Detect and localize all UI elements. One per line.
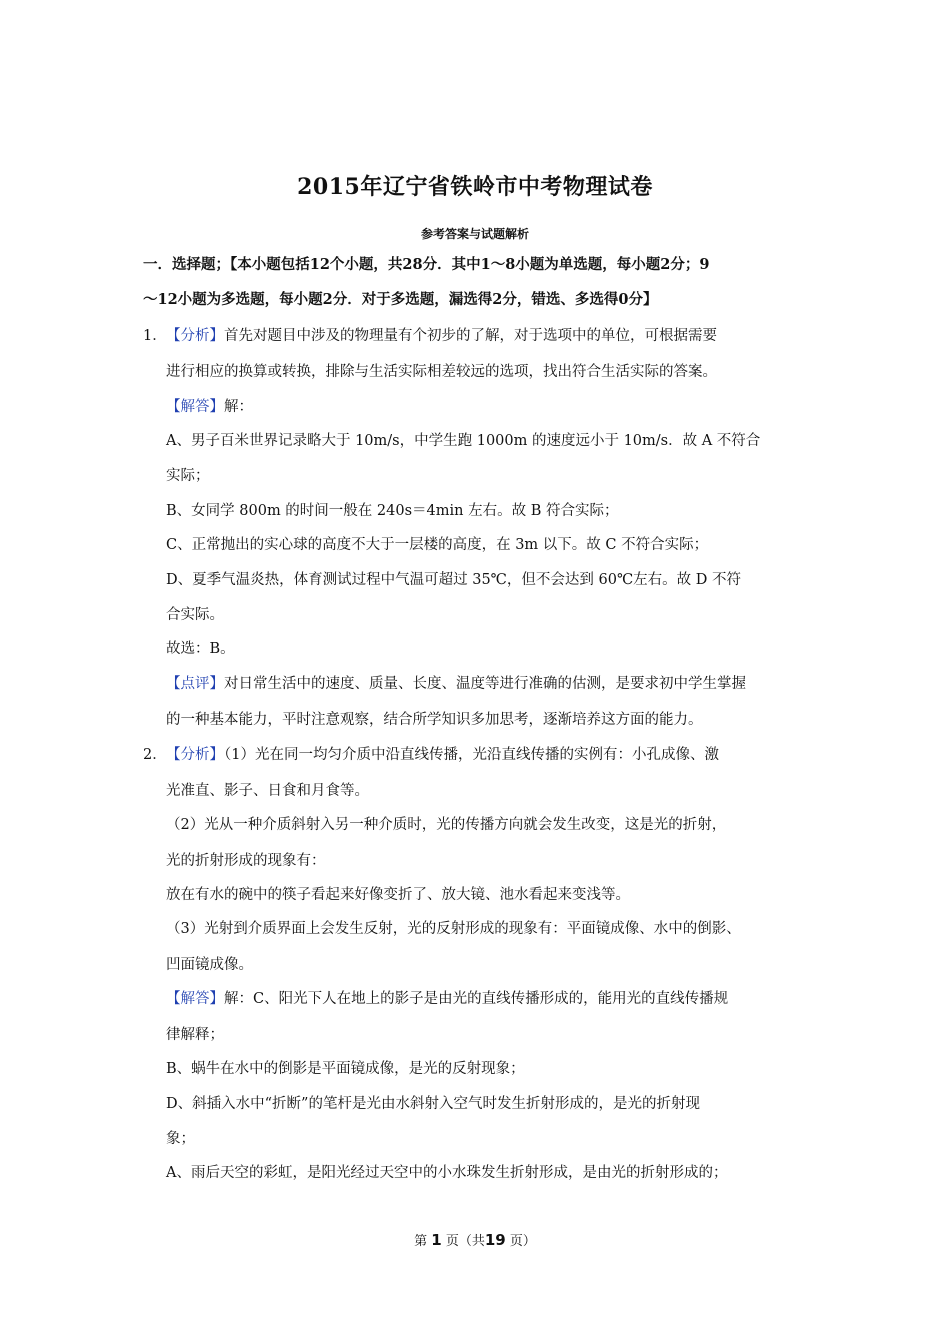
q2-answer-a: A、雨后天空的彩虹，是阳光经过天空中的小水珠发生折射形成，是由光的折射形成的；	[166, 1165, 728, 1181]
q1-option-a-1: A、男子百米世界记录略大于 10m/s，中学生跑 1000m 的速度远小于 10m/s．故 A 不符合	[166, 433, 761, 449]
q2-analysis-p1-2: 光准直、影子、日食和月食等。	[166, 783, 369, 799]
q2-answer	[166, 989, 728, 1009]
analysis-tag: 【分析】	[166, 747, 224, 763]
q1-option-c: C、正常抛出的实心球的高度不大于一层楼的高度，在 3m 以下。故 C 不符合实际；	[166, 537, 709, 553]
q2-analysis-p2-1: （2）光从一种介质斜射入另一种介质时，光的传播方向就会发生改变，这是光的折射，	[166, 817, 727, 833]
q2-analysis-p3-1: （3）光射到介质界面上会发生反射，光的反射形成的现象有：平面镜成像、水中的倒影、	[166, 921, 741, 937]
page-subtitle: 参考答案与试题解析	[420, 227, 529, 241]
q2-answer-c-2: 律解释；	[166, 1027, 224, 1043]
q1-comment	[166, 674, 746, 694]
q1-analysis-text-1: 首先对题目中涉及的物理量有个初步的了解，对于选项中的单位，可根据需要	[224, 328, 717, 344]
section-heading-line1: 一．选择题；【本小题包括12个小题，共28分．其中1～8小题为单选题，每小题2分；9	[143, 256, 710, 273]
section-heading-line2: ～12小题为多选题，每小题2分．对于多选题，漏选得2分，错选、多选得0分】	[143, 291, 658, 308]
page-footer	[0, 1230, 950, 1249]
q1-option-d-2: 合实际。	[166, 607, 224, 623]
q1-choice: 故选：B。	[166, 641, 235, 657]
footer-middle: 页（共	[445, 1234, 485, 1249]
q1-comment-text-2: 的一种基本能力，平时注意观察，结合所学知识多加思考，逐渐培养这方面的能力。	[166, 712, 703, 728]
page-title: 2015年辽宁省铁岭市中考物理试卷	[297, 174, 653, 200]
q1-analysis-text-2: 进行相应的换算或转换，排除与生活实际相差较远的选项，找出符合生活实际的答案。	[166, 364, 717, 380]
analysis-tag: 【分析】	[166, 328, 224, 344]
q1-option-d-1: D、夏季气温炎热，体育测试过程中气温可超过 35℃，但不会达到 60℃左右。故 D 不符	[166, 572, 742, 588]
q2-analysis	[166, 745, 719, 765]
question-2-number: 2．	[143, 747, 167, 763]
q2-answer-d-1: D、斜插入水中“折断”的笔杆是光由水斜射入空气时发生折射形成的，是光的折射现	[166, 1096, 700, 1112]
total-pages: 19	[484, 1231, 506, 1249]
question-1-number: 1．	[143, 328, 167, 344]
answer-tag: 【解答】	[166, 991, 224, 1007]
q2-analysis-p2-3: 放在有水的碗中的筷子看起来好像变折了、放大镜、池水看起来变浅等。	[166, 887, 630, 903]
q1-comment-text-1: 对日常生活中的速度、质量、长度、温度等进行准确的估测，是要求初中学生掌握	[224, 676, 746, 692]
q1-analysis	[166, 326, 717, 346]
comment-tag: 【点评】	[166, 676, 224, 692]
q2-answer-b: B、蜗牛在水中的倒影是平面镜成像，是光的反射现象；	[166, 1061, 525, 1077]
q1-answer	[166, 397, 253, 417]
q1-option-a-2: 实际；	[166, 468, 210, 484]
section-heading	[143, 247, 813, 317]
q1-option-b: B、女同学 800m 的时间一般在 240s＝4min 左右。故 B 符合实际；	[166, 503, 619, 519]
footer-suffix: 页）	[509, 1234, 536, 1249]
footer-prefix: 第	[414, 1234, 428, 1249]
q2-answer-d-2: 象；	[166, 1131, 195, 1147]
q2-analysis-p2-2: 光的折射形成的现象有：	[166, 853, 326, 869]
q1-answer-intro: 解：	[224, 399, 253, 415]
answer-tag: 【解答】	[166, 399, 224, 415]
q2-answer-c-1: 解：C、阳光下人在地上的影子是由光的直线传播形成的，能用光的直线传播规	[224, 991, 729, 1007]
q2-analysis-p1-1: （1）光在同一均匀介质中沿直线传播，光沿直线传播的实例有：小孔成像、激	[224, 747, 719, 763]
q2-analysis-p3-2: 凹面镜成像。	[166, 957, 253, 973]
page-number: 1	[431, 1231, 442, 1249]
